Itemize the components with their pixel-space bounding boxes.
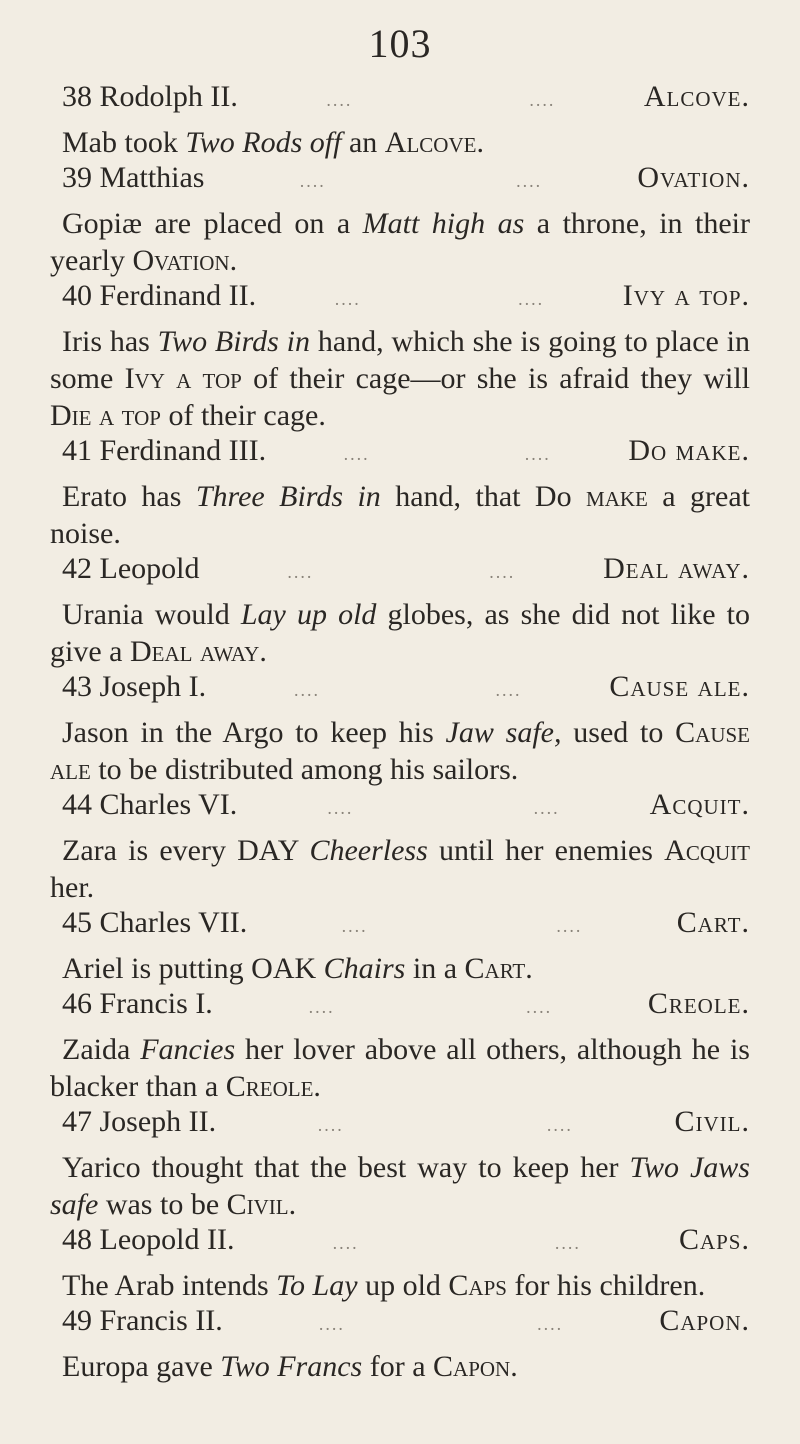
dot-group: ....: [318, 1314, 345, 1334]
entry: [50, 788, 750, 906]
entry-list: [50, 80, 750, 1385]
dot-group: ....: [546, 1115, 573, 1135]
verse-text: up old: [357, 1269, 449, 1302]
dot-leader: [256, 289, 623, 310]
entry-heading: [50, 1223, 750, 1267]
entry-answer: Alcove.: [643, 80, 750, 113]
answer-word: Civil.: [226, 1188, 297, 1221]
entry: [50, 80, 750, 161]
entry-number-and-name: 41 Ferdinand III.: [62, 434, 267, 467]
dot-leader: [223, 1314, 660, 1335]
entry-heading: [50, 788, 750, 832]
entry: [50, 1105, 750, 1223]
verse-text: Iris has: [62, 325, 158, 358]
verse-text: The Arab intends: [62, 1269, 277, 1302]
verse-text: for a: [362, 1350, 434, 1383]
entry-answer: Cause ale.: [609, 670, 750, 703]
verse-text: of their cage—or she is afraid they will: [241, 362, 751, 395]
entry-verse: [50, 950, 750, 987]
entry-number-and-name: 38 Rodolph II.: [62, 80, 238, 113]
emphasis: Lay up old: [240, 598, 377, 631]
entry-heading: [50, 670, 750, 714]
dot-group: ....: [326, 90, 353, 110]
entry-heading: [50, 1304, 750, 1348]
entry-heading: [50, 161, 750, 205]
dot-group: ....: [334, 289, 361, 309]
verse-text: hand, which she is going to place in some: [50, 325, 751, 395]
entry-verse: [50, 714, 750, 788]
verse-text: a great noise.: [50, 480, 750, 550]
verse-text: until her enemies: [427, 834, 665, 867]
dot-leader: [213, 997, 648, 1018]
entry-number-and-name: 48 Leopold II.: [62, 1223, 235, 1256]
dot-group: ....: [495, 680, 522, 700]
entry-answer: Ovation.: [637, 161, 750, 194]
entry-answer: Capon.: [659, 1304, 750, 1337]
emphasis: Fancies: [140, 1033, 236, 1066]
verse-text: for his children.: [506, 1269, 706, 1302]
answer-word: Acquit: [664, 834, 750, 867]
dot-group: ....: [533, 798, 560, 818]
verse-text: Erato has: [62, 480, 196, 513]
entry: [50, 279, 750, 434]
entry-heading: [50, 80, 750, 124]
dot-leader: [234, 1233, 678, 1254]
dot-group: ....: [489, 562, 516, 582]
verse-text: to be distributed among his sailors.: [90, 753, 519, 786]
entry-number-and-name: 47 Joseph II.: [62, 1105, 217, 1138]
entry: [50, 1304, 750, 1385]
entry: [50, 552, 750, 670]
dot-group: ....: [332, 1233, 359, 1253]
dot-group: ....: [529, 90, 556, 110]
dot-group: ....: [341, 916, 368, 936]
emphasis: Matt high as: [362, 207, 525, 240]
entry-answer: Deal away.: [603, 552, 750, 585]
emphasis: Two Francs: [220, 1350, 363, 1383]
verse-text: Yarico thought that the best way to keep her: [62, 1151, 630, 1184]
dot-leader: [206, 680, 609, 701]
entry: [50, 161, 750, 279]
entry-verse: [50, 478, 750, 552]
dot-group: ....: [524, 444, 551, 464]
dot-group: ....: [327, 798, 354, 818]
dot-leader: [237, 798, 649, 819]
verse-text: globes, as she did not like to give a: [50, 598, 751, 668]
verse-text: Europa gave: [62, 1350, 221, 1383]
verse-text: an: [341, 126, 385, 159]
entry-answer: Do make.: [628, 434, 750, 467]
dot-group: ....: [317, 1115, 344, 1135]
verse-text: Ariel is putting OAK: [62, 952, 324, 985]
entry-number-and-name: 45 Charles VII.: [62, 906, 248, 939]
dot-leader: [247, 916, 677, 937]
entry: [50, 434, 750, 552]
answer-word: Alcove.: [384, 126, 484, 159]
answer-word: Deal away.: [129, 635, 267, 668]
verse-text: was to be: [98, 1188, 227, 1221]
answer-word: Die a top: [50, 399, 161, 432]
emphasis: Jaw safe,: [445, 716, 562, 749]
dot-leader: [216, 1115, 674, 1136]
entry-number-and-name: 39 Matthias: [62, 161, 205, 194]
entry-answer: Ivy a top.: [622, 279, 750, 312]
emphasis: To Lay: [276, 1269, 358, 1302]
answer-word: Cause ale: [50, 716, 751, 786]
dot-group: ....: [518, 289, 545, 309]
entry-heading: [50, 552, 750, 596]
entry-verse: [50, 1149, 750, 1223]
verse-text: her.: [50, 871, 95, 904]
verse-text: Mab took: [62, 126, 186, 159]
entry-verse: [50, 1031, 750, 1105]
dot-group: ....: [537, 1314, 564, 1334]
entry-number-and-name: 44 Charles VI.: [62, 788, 238, 821]
entry-answer: Civil.: [674, 1105, 750, 1138]
emphasis: Two Rods off: [185, 126, 342, 159]
entry-verse: [50, 596, 750, 670]
entry-answer: Caps.: [678, 1223, 750, 1256]
dot-group: ....: [287, 562, 314, 582]
entry-heading: [50, 906, 750, 950]
dot-leader: [238, 90, 644, 111]
emphasis: Chairs: [323, 952, 406, 985]
verse-text: a throne, in their yearly: [50, 207, 750, 277]
dot-group: ....: [554, 1233, 581, 1253]
answer-word: Ivy a top: [124, 362, 242, 395]
verse-text: hand, that Do: [380, 480, 587, 513]
verse-text: used to: [561, 716, 676, 749]
dot-group: ....: [308, 997, 335, 1017]
dot-group: ....: [516, 171, 543, 191]
entry-heading: [50, 279, 750, 323]
answer-word: make: [586, 480, 648, 513]
verse-text: Urania would: [62, 598, 241, 631]
verse-text: Jason in the Argo to keep his: [62, 716, 446, 749]
verse-text: Zaida: [62, 1033, 141, 1066]
entry: [50, 987, 750, 1105]
entry-verse: [50, 205, 750, 279]
answer-word: Cart.: [464, 952, 533, 985]
page-number: 103: [368, 21, 432, 66]
entry-number-and-name: 43 Joseph I.: [62, 670, 207, 703]
entry-number-and-name: 46 Francis I.: [62, 987, 213, 1020]
verse-text: of their cage.: [160, 399, 326, 432]
entry-heading: [50, 987, 750, 1031]
entry-heading: [50, 434, 750, 478]
dot-group: ....: [343, 444, 370, 464]
emphasis: Two Jaws safe: [50, 1151, 750, 1221]
emphasis: Cheerless: [309, 834, 428, 867]
entry-verse: [50, 124, 750, 161]
verse-text: Zara is every DAY: [62, 834, 310, 867]
entry-verse: [50, 832, 750, 906]
dot-group: ....: [526, 997, 553, 1017]
entry-number-and-name: 40 Ferdinand II.: [62, 279, 257, 312]
entry: [50, 906, 750, 987]
entry-heading: [50, 1105, 750, 1149]
verse-text: Gopiæ are placed on a: [62, 207, 363, 240]
answer-word: Capon.: [433, 1350, 518, 1383]
verse-text: in a: [405, 952, 465, 985]
answer-word: Creole.: [225, 1070, 321, 1103]
dot-group: ....: [299, 171, 326, 191]
entry: [50, 1223, 750, 1304]
dot-leader: [205, 171, 638, 192]
entry-verse: [50, 1348, 750, 1385]
emphasis: Two Birds in: [157, 325, 310, 358]
answer-word: Caps: [448, 1269, 507, 1302]
dot-leader: [266, 444, 628, 465]
dot-leader: [199, 562, 603, 583]
entry-answer: Acquit.: [649, 788, 750, 821]
entry-verse: [50, 1267, 750, 1304]
emphasis: Three Birds in: [195, 480, 381, 513]
entry: [50, 670, 750, 788]
entry-number-and-name: 42 Leopold: [62, 552, 200, 585]
answer-word: Ovation.: [132, 244, 238, 277]
dot-group: ....: [293, 680, 320, 700]
entry-answer: Creole.: [647, 987, 750, 1020]
entry-answer: Cart.: [676, 906, 750, 939]
entry-number-and-name: 49 Francis II.: [62, 1304, 223, 1337]
entry-verse: [50, 323, 750, 434]
verse-text: her lover above all others, although he is blacker than a: [50, 1033, 750, 1103]
dot-group: ....: [556, 916, 583, 936]
